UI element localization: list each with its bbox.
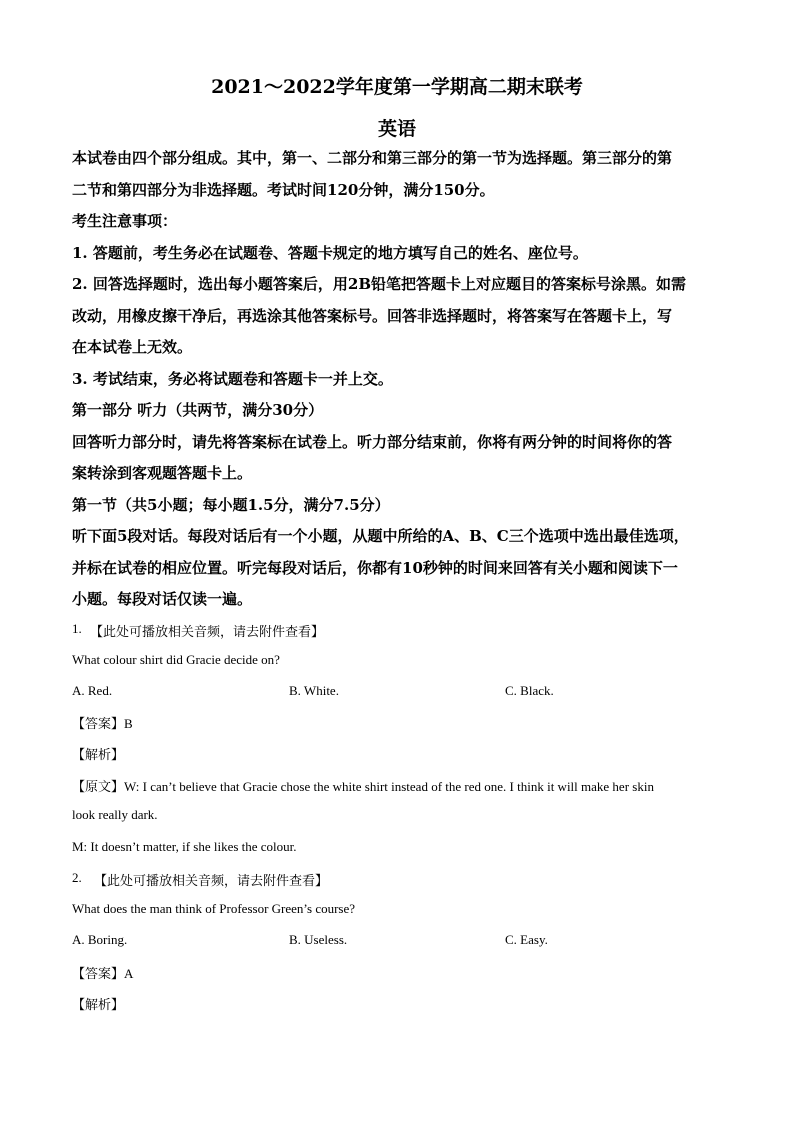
rule-2-line-2: 改动，用橡皮擦干净后，再选涂其他答案标号。回答非选择题时，将答案写在答题卡上，写 xyxy=(72,307,673,325)
q1-answer-label: 【答案】 xyxy=(72,717,125,732)
q2-answer-label: 【答案】 xyxy=(72,967,125,982)
exam-subject: 英语 xyxy=(377,118,416,140)
q2-option-c: C. Easy. xyxy=(505,932,548,947)
q2-analysis-label: 【解析】 xyxy=(72,998,125,1013)
intro-line-1: 本试卷由四个部分组成。其中，第一、二部分和第三部分的第一节为选择题。第三部分的第 xyxy=(72,149,673,167)
section1-heading: 第一节（共5小题；每小题1.5分，满分7.5分） xyxy=(72,496,390,514)
q1-option-c: C. Black. xyxy=(505,683,554,698)
q1-question: What colour shirt did Gracie decide on? xyxy=(72,652,280,667)
q1-transcript-row xyxy=(72,776,654,795)
q1-answer-row xyxy=(72,713,133,732)
q1-option-a: A. Red. xyxy=(72,683,113,698)
part1-desc-line-2: 案转涂到客观题答题卡上。 xyxy=(72,464,253,482)
rule-3: 3. 考试结束，务必将试题卷和答题卡一并上交。 xyxy=(72,370,393,388)
q1-answer: B xyxy=(124,716,133,731)
exam-title: 2021～2022学年度第一学期高二期末联考 xyxy=(211,76,583,98)
intro-line-2: 二节和第四部分为非选择题。考试时间120分钟，满分150分。 xyxy=(72,181,495,199)
notice-heading: 考生注意事项： xyxy=(72,212,178,230)
part1-heading: 第一部分 听力（共两节，满分30分） xyxy=(72,401,324,419)
q2-question: What does the man think of Professor Green’s course? xyxy=(72,901,356,916)
section1-line-2: 并标在试卷的相应位置。听完每段对话后，你都有10秒钟的时间来回答有关小题和阅读下一 xyxy=(72,559,678,577)
q1-analysis-label: 【解析】 xyxy=(72,748,125,763)
rule-2-line-1: 2. 回答选择题时，选出每小题答案后，用2B铅笔把答题卡上对应题目的答案标号涂黑。如需 xyxy=(72,275,687,293)
q1-transcript-label: 【原文】 xyxy=(72,780,125,795)
q1-transcript-line-1: W: I can’t believe that Gracie chose the white shirt instead of the red one. I think it will make her skin xyxy=(124,779,654,794)
section1-line-3: 小题。每段对话仅读一遍。 xyxy=(72,590,253,608)
q1-option-b: B. White. xyxy=(289,683,339,698)
q2-audio-note: 【此处可播放相关音频，请去附件查看】 xyxy=(94,874,329,889)
q1-number: 1. xyxy=(72,621,82,636)
part1-desc-line-1: 回答听力部分时，请先将答案标在试卷上。听力部分结束前，你将有两分钟的时间将你的答 xyxy=(72,433,673,451)
rule-1: 1. 答题前，考生务必在试题卷、答题卡规定的地方填写自己的姓名、座位号。 xyxy=(72,244,588,262)
rule-2-line-3: 在本试卷上无效。 xyxy=(72,338,193,356)
q2-option-a: A. Boring. xyxy=(72,932,128,947)
q2-option-b: B. Useless. xyxy=(289,932,348,947)
q1-transcript-line-3: M: It doesn’t matter, if she likes the colour. xyxy=(72,839,297,854)
q1-transcript-line-2: look really dark. xyxy=(72,807,158,822)
q2-answer: A xyxy=(124,966,134,981)
q2-number: 2. xyxy=(72,870,82,885)
q2-answer-row xyxy=(72,963,133,982)
q1-audio-note: 【此处可播放相关音频，请去附件查看】 xyxy=(90,625,325,640)
section1-line-1: 听下面5段对话。每段对话后有一个小题，从题中所给的A、B、C三个选项中选出最佳选项， xyxy=(72,527,689,545)
